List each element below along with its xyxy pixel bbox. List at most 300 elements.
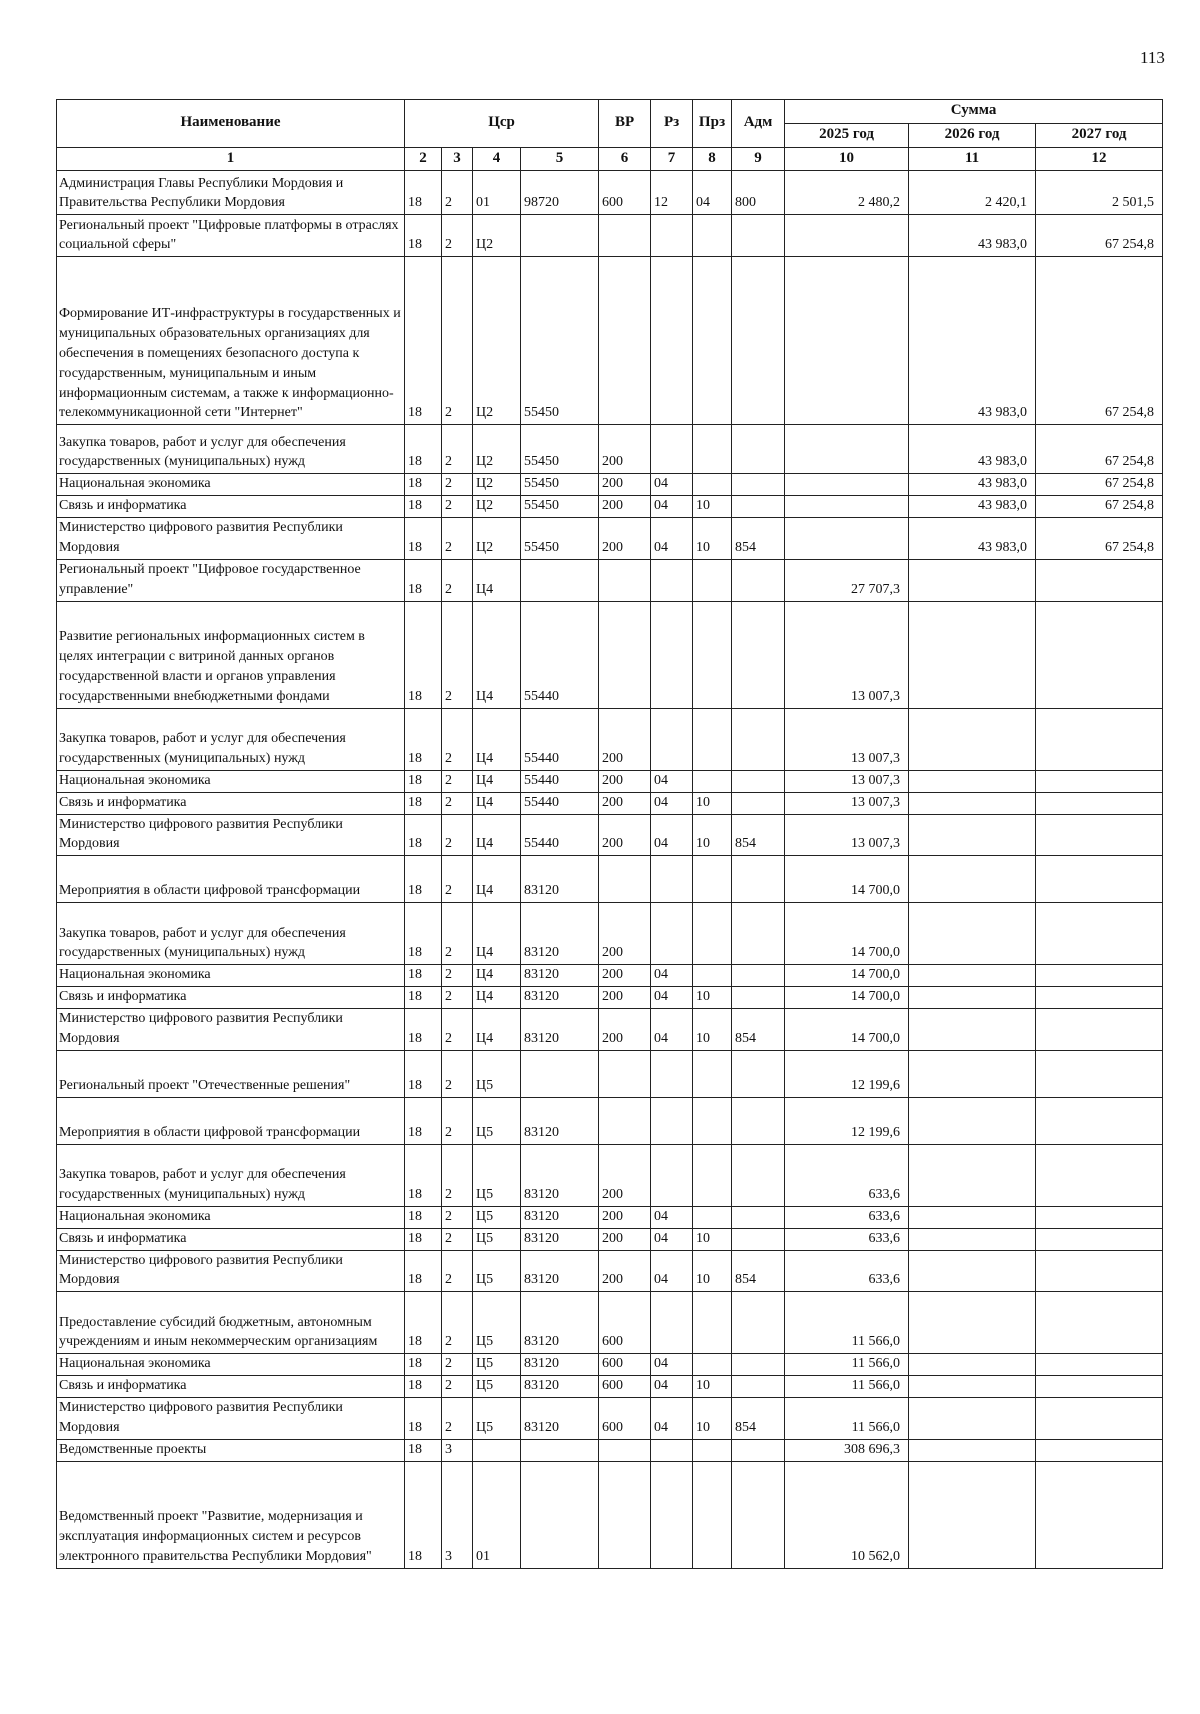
vr-cell: 200 (599, 1144, 651, 1206)
csr-part-2: 2 (442, 474, 473, 496)
amount-2025: 12 199,6 (785, 1050, 909, 1097)
csr-part-3: Ц2 (473, 215, 521, 257)
row-name: Министерство цифрового развития Республики Мордовия (57, 1250, 405, 1292)
table-row (57, 1009, 1163, 1051)
vr-cell: 200 (599, 1228, 651, 1250)
table-row (57, 856, 1163, 903)
row-name: Ведомственный проект "Развитие, модернизация и эксплуатация информационных систем и ресурсов электронного правительства Республики Мордовия" (57, 1461, 405, 1568)
amount-2025 (785, 518, 909, 560)
csr-part-2: 2 (442, 215, 473, 257)
csr-part-1: 18 (405, 215, 442, 257)
vr-cell: 600 (599, 1354, 651, 1376)
row-name: Закупка товаров, работ и услуг для обеспечения государственных (муниципальных) нужд (57, 903, 405, 965)
row-name: Предоставление субсидий бюджетным, автономным учреждениям и иным некоммерческим организациям (57, 1292, 405, 1354)
table-row (57, 215, 1163, 257)
csr-part-3: Ц2 (473, 474, 521, 496)
csr-part-1: 18 (405, 1050, 442, 1097)
col-number: 10 (785, 148, 909, 171)
csr-part-2: 3 (442, 1461, 473, 1568)
amount-2026: 43 983,0 (909, 496, 1036, 518)
amount-2027 (1036, 1009, 1163, 1051)
csr-part-3: Ц4 (473, 903, 521, 965)
adm-cell: 854 (732, 814, 785, 856)
amount-2025: 633,6 (785, 1228, 909, 1250)
csr-part-1: 18 (405, 770, 442, 792)
amount-2026 (909, 1206, 1036, 1228)
prz-cell: 04 (693, 171, 732, 215)
csr-part-4: 83120 (521, 1206, 599, 1228)
table-body (57, 171, 1163, 1568)
adm-cell: 800 (732, 171, 785, 215)
row-name: Развитие региональных информационных систем в целях интеграции с витриной данных органов государственной власти и органов управления государственными внебюджетными фондами (57, 601, 405, 708)
amount-2026 (909, 1097, 1036, 1144)
csr-part-4 (521, 215, 599, 257)
amount-2027 (1036, 987, 1163, 1009)
table-row (57, 257, 1163, 425)
rz-cell: 04 (651, 1398, 693, 1440)
prz-cell (693, 965, 732, 987)
adm-cell (732, 1228, 785, 1250)
csr-part-4: 83120 (521, 856, 599, 903)
csr-part-4 (521, 560, 599, 602)
prz-cell (693, 856, 732, 903)
vr-cell: 200 (599, 708, 651, 770)
amount-2025 (785, 474, 909, 496)
rz-cell: 04 (651, 1009, 693, 1051)
amount-2027 (1036, 1050, 1163, 1097)
csr-part-4: 55440 (521, 814, 599, 856)
amount-2026 (909, 770, 1036, 792)
vr-cell (599, 601, 651, 708)
csr-part-3: Ц5 (473, 1097, 521, 1144)
header-vr: ВР (599, 100, 651, 148)
row-name: Министерство цифрового развития Республики Мордовия (57, 518, 405, 560)
csr-part-1: 18 (405, 856, 442, 903)
amount-2026: 43 983,0 (909, 474, 1036, 496)
amount-2026: 43 983,0 (909, 257, 1036, 425)
amount-2026 (909, 1009, 1036, 1051)
adm-cell (732, 1206, 785, 1228)
vr-cell: 200 (599, 1250, 651, 1292)
amount-2026 (909, 987, 1036, 1009)
rz-cell: 04 (651, 965, 693, 987)
col-number: 9 (732, 148, 785, 171)
amount-2027 (1036, 770, 1163, 792)
amount-2025: 633,6 (785, 1144, 909, 1206)
amount-2027 (1036, 708, 1163, 770)
rz-cell (651, 708, 693, 770)
csr-part-4: 83120 (521, 987, 599, 1009)
table-row (57, 1250, 1163, 1292)
amount-2027 (1036, 792, 1163, 814)
prz-cell (693, 1354, 732, 1376)
header-year-2027: 2027 год (1036, 124, 1163, 148)
csr-part-2: 2 (442, 965, 473, 987)
prz-cell: 10 (693, 518, 732, 560)
csr-part-2: 2 (442, 171, 473, 215)
csr-part-4: 83120 (521, 1144, 599, 1206)
amount-2026: 43 983,0 (909, 518, 1036, 560)
adm-cell (732, 708, 785, 770)
adm-cell (732, 1292, 785, 1354)
csr-part-2: 2 (442, 903, 473, 965)
adm-cell (732, 1461, 785, 1568)
csr-part-4: 55450 (521, 257, 599, 425)
csr-part-2: 2 (442, 560, 473, 602)
rz-cell (651, 1461, 693, 1568)
csr-part-1: 18 (405, 792, 442, 814)
csr-part-3: 01 (473, 171, 521, 215)
table-row (57, 474, 1163, 496)
amount-2025: 14 700,0 (785, 856, 909, 903)
vr-cell: 600 (599, 1292, 651, 1354)
csr-part-3: Ц4 (473, 601, 521, 708)
csr-part-1: 18 (405, 425, 442, 474)
amount-2026 (909, 965, 1036, 987)
amount-2025: 14 700,0 (785, 1009, 909, 1051)
csr-part-3: Ц5 (473, 1144, 521, 1206)
table-row (57, 792, 1163, 814)
amount-2027: 67 254,8 (1036, 215, 1163, 257)
amount-2025: 2 480,2 (785, 171, 909, 215)
amount-2027: 67 254,8 (1036, 425, 1163, 474)
csr-part-4: 83120 (521, 1228, 599, 1250)
vr-cell: 200 (599, 518, 651, 560)
prz-cell: 10 (693, 1376, 732, 1398)
row-name: Связь и информатика (57, 496, 405, 518)
prz-cell (693, 257, 732, 425)
adm-cell (732, 474, 785, 496)
amount-2026 (909, 903, 1036, 965)
row-name: Связь и информатика (57, 1376, 405, 1398)
csr-part-1: 18 (405, 1461, 442, 1568)
col-number: 1 (57, 148, 405, 171)
csr-part-2: 2 (442, 1144, 473, 1206)
row-name: Региональный проект "Отечественные решения" (57, 1050, 405, 1097)
csr-part-3: 01 (473, 1461, 521, 1568)
adm-cell: 854 (732, 1009, 785, 1051)
rz-cell: 04 (651, 1354, 693, 1376)
amount-2025: 633,6 (785, 1206, 909, 1228)
adm-cell (732, 1354, 785, 1376)
csr-part-4 (521, 1439, 599, 1461)
page-number: 113 (1140, 48, 1165, 67)
amount-2025: 14 700,0 (785, 903, 909, 965)
col-number: 11 (909, 148, 1036, 171)
prz-cell: 10 (693, 792, 732, 814)
vr-cell: 200 (599, 814, 651, 856)
amount-2026 (909, 792, 1036, 814)
table-row (57, 1097, 1163, 1144)
col-number: 4 (473, 148, 521, 171)
vr-cell: 200 (599, 987, 651, 1009)
csr-part-3: Ц5 (473, 1398, 521, 1440)
csr-part-1: 18 (405, 1144, 442, 1206)
rz-cell (651, 560, 693, 602)
table-row (57, 601, 1163, 708)
rz-cell: 04 (651, 1228, 693, 1250)
csr-part-4: 83120 (521, 1250, 599, 1292)
csr-part-1: 18 (405, 560, 442, 602)
amount-2025: 12 199,6 (785, 1097, 909, 1144)
prz-cell (693, 601, 732, 708)
adm-cell (732, 1050, 785, 1097)
amount-2027 (1036, 1376, 1163, 1398)
csr-part-1: 18 (405, 814, 442, 856)
row-name: Региональный проект "Цифровое государственное управление" (57, 560, 405, 602)
rz-cell (651, 1439, 693, 1461)
adm-cell (732, 215, 785, 257)
vr-cell (599, 1050, 651, 1097)
csr-part-3: Ц5 (473, 1206, 521, 1228)
row-name: Министерство цифрового развития Республики Мордовия (57, 814, 405, 856)
vr-cell (599, 1097, 651, 1144)
csr-part-1: 18 (405, 965, 442, 987)
rz-cell: 04 (651, 1206, 693, 1228)
csr-part-4: 55450 (521, 518, 599, 560)
amount-2026: 43 983,0 (909, 425, 1036, 474)
csr-part-2: 2 (442, 814, 473, 856)
rz-cell (651, 903, 693, 965)
amount-2026: 43 983,0 (909, 215, 1036, 257)
csr-part-1: 18 (405, 708, 442, 770)
csr-part-1: 18 (405, 257, 442, 425)
row-name: Связь и информатика (57, 792, 405, 814)
prz-cell: 10 (693, 1228, 732, 1250)
rz-cell: 04 (651, 496, 693, 518)
table-row (57, 965, 1163, 987)
csr-part-4: 55450 (521, 425, 599, 474)
amount-2027 (1036, 1292, 1163, 1354)
table-row (57, 496, 1163, 518)
table-row (57, 1292, 1163, 1354)
amount-2025: 11 566,0 (785, 1398, 909, 1440)
amount-2027 (1036, 903, 1163, 965)
rz-cell: 04 (651, 987, 693, 1009)
vr-cell: 200 (599, 474, 651, 496)
prz-cell (693, 1050, 732, 1097)
adm-cell (732, 257, 785, 425)
amount-2027 (1036, 856, 1163, 903)
table-row (57, 171, 1163, 215)
header-csr: Цср (405, 100, 599, 148)
prz-cell (693, 1144, 732, 1206)
rz-cell (651, 425, 693, 474)
vr-cell (599, 257, 651, 425)
adm-cell (732, 425, 785, 474)
table-row (57, 1144, 1163, 1206)
row-name: Национальная экономика (57, 965, 405, 987)
prz-cell (693, 1097, 732, 1144)
adm-cell (732, 770, 785, 792)
csr-part-2: 2 (442, 518, 473, 560)
amount-2026 (909, 856, 1036, 903)
amount-2027 (1036, 1228, 1163, 1250)
amount-2027 (1036, 1354, 1163, 1376)
prz-cell: 10 (693, 1398, 732, 1440)
csr-part-2: 2 (442, 1228, 473, 1250)
col-number: 2 (405, 148, 442, 171)
prz-cell (693, 708, 732, 770)
amount-2025: 14 700,0 (785, 987, 909, 1009)
csr-part-1: 18 (405, 601, 442, 708)
amount-2027: 67 254,8 (1036, 496, 1163, 518)
prz-cell (693, 1292, 732, 1354)
csr-part-4: 55450 (521, 474, 599, 496)
table-row (57, 770, 1163, 792)
row-name: Формирование ИТ-инфраструктуры в государственных и муниципальных образовательных организациях для обеспечения в помещениях безопасного доступа к государственным, муниципальным и иным информационным системам, а также к информационно-телекоммуникационной сети "Интернет" (57, 257, 405, 425)
csr-part-2: 2 (442, 1206, 473, 1228)
prz-cell: 10 (693, 1250, 732, 1292)
csr-part-2: 2 (442, 1097, 473, 1144)
row-name: Национальная экономика (57, 1354, 405, 1376)
csr-part-3: Ц4 (473, 987, 521, 1009)
csr-part-3 (473, 1439, 521, 1461)
adm-cell: 854 (732, 1250, 785, 1292)
vr-cell (599, 856, 651, 903)
csr-part-2: 2 (442, 1250, 473, 1292)
adm-cell (732, 1439, 785, 1461)
amount-2027 (1036, 1398, 1163, 1440)
prz-cell: 10 (693, 496, 732, 518)
vr-cell: 200 (599, 496, 651, 518)
rz-cell: 12 (651, 171, 693, 215)
row-name: Министерство цифрового развития Республики Мордовия (57, 1398, 405, 1440)
csr-part-3: Ц5 (473, 1292, 521, 1354)
csr-part-4 (521, 1050, 599, 1097)
csr-part-2: 2 (442, 708, 473, 770)
prz-cell (693, 1461, 732, 1568)
row-name: Национальная экономика (57, 474, 405, 496)
csr-part-2: 2 (442, 1009, 473, 1051)
amount-2027 (1036, 560, 1163, 602)
vr-cell: 200 (599, 425, 651, 474)
col-number: 3 (442, 148, 473, 171)
amount-2025 (785, 425, 909, 474)
row-name: Закупка товаров, работ и услуг для обеспечения государственных (муниципальных) нужд (57, 425, 405, 474)
row-name: Связь и информатика (57, 1228, 405, 1250)
csr-part-4: 98720 (521, 171, 599, 215)
row-name: Региональный проект "Цифровые платформы в отраслях социальной сферы" (57, 215, 405, 257)
csr-part-1: 18 (405, 1250, 442, 1292)
table-row (57, 560, 1163, 602)
rz-cell: 04 (651, 792, 693, 814)
csr-part-4: 83120 (521, 1398, 599, 1440)
amount-2026 (909, 1439, 1036, 1461)
vr-cell: 200 (599, 965, 651, 987)
amount-2025: 27 707,3 (785, 560, 909, 602)
header-prz: Прз (693, 100, 732, 148)
csr-part-1: 18 (405, 496, 442, 518)
row-name: Министерство цифрового развития Республики Мордовия (57, 1009, 405, 1051)
row-name: Администрация Главы Республики Мордовия и Правительства Республики Мордовия (57, 171, 405, 215)
header-name: Наименование (57, 100, 405, 148)
rz-cell: 04 (651, 474, 693, 496)
prz-cell (693, 903, 732, 965)
prz-cell (693, 474, 732, 496)
adm-cell (732, 1097, 785, 1144)
header-adm: Адм (732, 100, 785, 148)
prz-cell (693, 560, 732, 602)
csr-part-3: Ц2 (473, 518, 521, 560)
csr-part-3: Ц2 (473, 496, 521, 518)
csr-part-3: Ц4 (473, 965, 521, 987)
adm-cell (732, 965, 785, 987)
rz-cell (651, 1097, 693, 1144)
csr-part-2: 2 (442, 1050, 473, 1097)
csr-part-2: 2 (442, 425, 473, 474)
table-row (57, 987, 1163, 1009)
vr-cell (599, 215, 651, 257)
row-name: Мероприятия в области цифровой трансформации (57, 1097, 405, 1144)
vr-cell: 200 (599, 792, 651, 814)
vr-cell (599, 560, 651, 602)
csr-part-4: 83120 (521, 1009, 599, 1051)
csr-part-2: 2 (442, 1376, 473, 1398)
vr-cell: 200 (599, 903, 651, 965)
csr-part-2: 3 (442, 1439, 473, 1461)
csr-part-3: Ц5 (473, 1050, 521, 1097)
amount-2027: 67 254,8 (1036, 518, 1163, 560)
amount-2026: 2 420,1 (909, 171, 1036, 215)
adm-cell: 854 (732, 518, 785, 560)
rz-cell (651, 601, 693, 708)
csr-part-4: 55440 (521, 708, 599, 770)
amount-2025: 13 007,3 (785, 814, 909, 856)
prz-cell: 10 (693, 814, 732, 856)
header-rz: Рз (651, 100, 693, 148)
table-row (57, 425, 1163, 474)
csr-part-1: 18 (405, 987, 442, 1009)
csr-part-3: Ц4 (473, 1009, 521, 1051)
csr-part-3: Ц5 (473, 1250, 521, 1292)
csr-part-3: Ц5 (473, 1376, 521, 1398)
col-number: 8 (693, 148, 732, 171)
csr-part-4 (521, 1461, 599, 1568)
row-name: Закупка товаров, работ и услуг для обеспечения государственных (муниципальных) нужд (57, 1144, 405, 1206)
prz-cell (693, 215, 732, 257)
row-name: Мероприятия в области цифровой трансформации (57, 856, 405, 903)
csr-part-3: Ц4 (473, 814, 521, 856)
amount-2027 (1036, 814, 1163, 856)
adm-cell (732, 1144, 785, 1206)
amount-2026 (909, 1144, 1036, 1206)
csr-part-3: Ц4 (473, 770, 521, 792)
row-name: Связь и информатика (57, 987, 405, 1009)
csr-part-4: 83120 (521, 1292, 599, 1354)
amount-2027: 2 501,5 (1036, 171, 1163, 215)
prz-cell (693, 425, 732, 474)
row-name: Ведомственные проекты (57, 1439, 405, 1461)
prz-cell: 10 (693, 1009, 732, 1051)
csr-part-4: 55440 (521, 792, 599, 814)
adm-cell (732, 1376, 785, 1398)
amount-2026 (909, 814, 1036, 856)
csr-part-1: 18 (405, 1009, 442, 1051)
amount-2026 (909, 1050, 1036, 1097)
row-name: Закупка товаров, работ и услуг для обеспечения государственных (муниципальных) нужд (57, 708, 405, 770)
col-number: 6 (599, 148, 651, 171)
amount-2025: 11 566,0 (785, 1376, 909, 1398)
col-number: 5 (521, 148, 599, 171)
adm-cell: 854 (732, 1398, 785, 1440)
amount-2026 (909, 1250, 1036, 1292)
csr-part-3: Ц4 (473, 560, 521, 602)
table-row (57, 1398, 1163, 1440)
table-row (57, 518, 1163, 560)
vr-cell (599, 1439, 651, 1461)
vr-cell: 200 (599, 1206, 651, 1228)
